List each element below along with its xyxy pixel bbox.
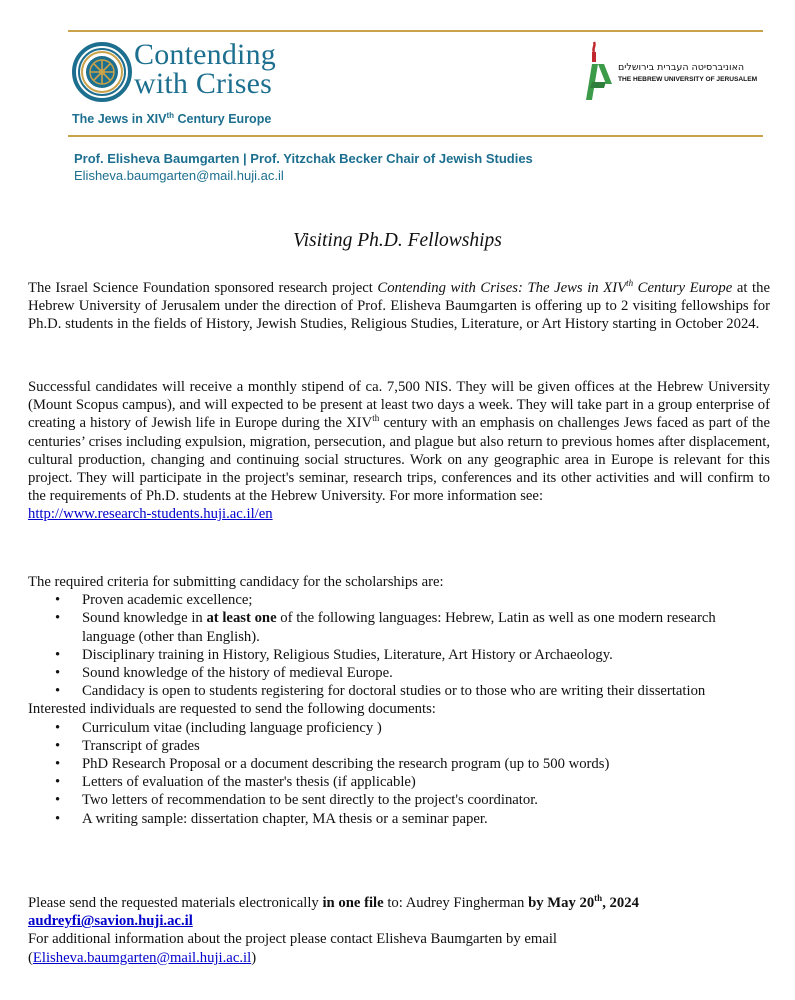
p2-text2: century with an emphasis on challenges Jews faced as part of the centuries’ crises including expulsion, migration, persecution, and plague but also return to previous homes after displacement, cultural production, changing and continuing social structures. Work on any geographic area in Europe is relevant for this project. They will participate in the project's seminar, research trips, conferences and its other activities and will confirm to the requirements of Ph.D. students at the Hebrew University. For more information see: <box>28 415 770 505</box>
p1-text1: The Israel Science Foundation sponsored research project <box>28 280 378 296</box>
p2-sup: th <box>372 413 380 424</box>
logo-title <box>134 40 276 98</box>
closing-deadline-year: , 2024 <box>602 895 639 911</box>
contact-text: For additional information about the project please contact Elisheva Baumgarten by email <box>28 931 557 948</box>
criteria-item2-pre: Sound knowledge in <box>82 610 207 627</box>
p2-text1: Successful candidates will receive a monthly stipend of ca. 7,500 NIS. They will be given offices at the Hebrew University (Mount Scopus campus), and will expected to be present at least two days a week. They will take part in a group enterprise of creating a history of Jewish life in Europe during the XIV <box>28 379 770 432</box>
closing-text1: Please send the requested materials electronically <box>28 895 323 911</box>
list-item: • Letters of evaluation of the master's thesis (if applicable) <box>28 773 770 791</box>
p1-italic-sup: th <box>626 278 634 289</box>
list-item: • Sound knowledge of the history of medieval Europe. <box>28 664 770 682</box>
criteria-item2-bold: at least one <box>206 610 277 627</box>
closing-section <box>28 894 770 967</box>
huji-english-name: THE HEBREW UNIVERSITY OF JERUSALEM <box>618 76 758 83</box>
huji-hebrew-name: האוניברסיטה העברית בירושלים <box>618 62 745 73</box>
list-item <box>28 609 770 645</box>
document-title: Visiting Ph.D. Fellowships <box>293 230 502 251</box>
close-paren: ) <box>251 949 257 966</box>
criteria-list <box>28 591 770 700</box>
top-rule <box>68 30 763 32</box>
contact-email-link[interactable]: Elisheva.baumgarten@mail.huji.ac.il <box>32 949 252 966</box>
wheel-logo-icon <box>72 42 132 102</box>
list-item: • Transcript of grades <box>28 737 770 755</box>
list-item: • A writing sample: dissertation chapter, MA thesis or a seminar paper. <box>28 810 770 828</box>
p1-text2: at the Hebrew University of Jerusalem under the direction of Prof. Elisheva Baumgarten is offering up to 2 visiting fellowships for Ph.D. students in the fields of History, Jewish Studies, Religious Studies, Literature, or Art History starting in October 2024. <box>28 280 770 333</box>
documents-intro: Interested individuals are requested to send the following documents: <box>28 701 436 718</box>
logo-subtitle-sup: th <box>166 110 175 120</box>
list-item: • Proven academic excellence; <box>28 591 770 609</box>
list-item: • Candidacy is open to students registering for doctoral studies or to those who are writing their dissertation <box>28 682 770 700</box>
p1-italic1: Contending with Crises: The Jews in XIV <box>377 280 627 296</box>
huji-logo-icon <box>582 38 616 102</box>
header-email-line: Elisheva.baumgarten@mail.huji.ac.il <box>74 168 284 183</box>
bottom-rule <box>68 135 763 137</box>
logo-subtitle-post: Century Europe <box>174 112 272 126</box>
list-item: • Two letters of recommendation to be sent directly to the project's coordinator. <box>28 791 770 809</box>
header-name-line: Prof. Elisheva Baumgarten | Prof. Yitzchak Becker Chair of Jewish Studies <box>74 151 533 166</box>
details-paragraph <box>28 378 770 524</box>
closing-deadline: by May 20 <box>528 895 595 911</box>
closing-text2: to: Audrey Fingherman <box>383 895 529 911</box>
criteria-intro: The required criteria for submitting candidacy for the scholarships are: <box>28 574 444 590</box>
logo-title-line1: Contending <box>134 38 276 71</box>
documents-list <box>28 719 770 828</box>
open-paren: ( <box>28 949 33 966</box>
criteria-section <box>28 573 770 828</box>
criteria-item2-post: of the following languages: Hebrew, Latin as well as one modern research language (other than English). <box>82 610 716 645</box>
p1-italic2: Century Europe <box>633 280 733 296</box>
coordinator-email-link[interactable]: audreyfi@savion.huji.ac.il <box>28 913 193 930</box>
intro-paragraph <box>28 279 770 334</box>
closing-bold1: in one file <box>322 895 384 911</box>
huji-logo <box>582 38 767 102</box>
logo-title-line2: with Crises <box>134 67 273 100</box>
research-students-link[interactable]: http://www.research-students.huji.ac.il/en <box>28 506 273 523</box>
list-item: • Curriculum vitae (including language proficiency ) <box>28 719 770 737</box>
list-item: • Disciplinary training in History, Religious Studies, Literature, Art History or Archaeology. <box>28 646 770 664</box>
list-item: • PhD Research Proposal or a document describing the research program (up to 500 words) <box>28 755 770 773</box>
closing-deadline-sup: th <box>594 893 603 904</box>
logo-subtitle-pre: The Jews in XIV <box>72 112 167 126</box>
logo-subtitle <box>72 112 271 126</box>
contending-logo <box>72 38 302 132</box>
